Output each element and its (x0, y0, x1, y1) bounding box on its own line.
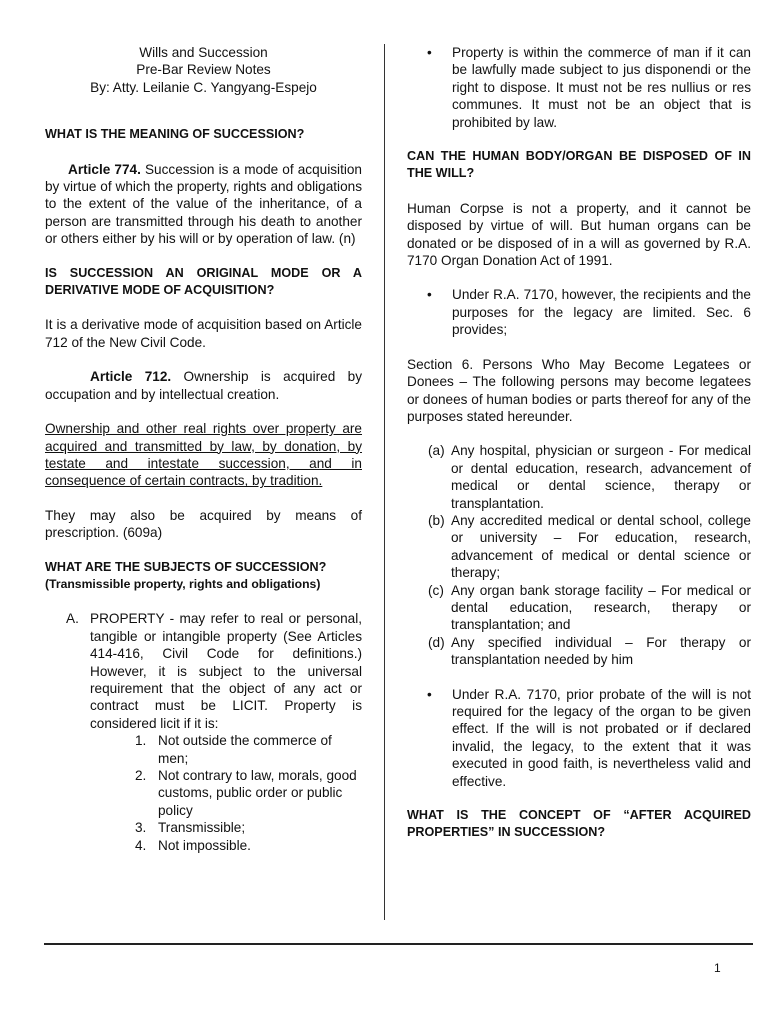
list-marker: 1. (135, 733, 147, 749)
list-item-text: Any hospital, physician or surgeon - For medical or dental education, research, advancement of medical or dental science, therapy or transplantation. (451, 443, 751, 511)
subjects-subheading: (Transmissible property, rights and obligations) (45, 576, 321, 591)
article-712-underlined-text: Ownership and other real rights over property are acquired and transmitted by law, by donation, by testate and intestate succession, and in consequence of certain contracts, by tradition. (45, 421, 362, 489)
property-text: PROPERTY - may refer to real or personal, tangible or intangible property (See Articles 414-416, Civil Code for definitions.) However, it is subject to the universal requirement that the object of any act or contract must be LICIT. Property is considered licit if it is: (90, 611, 362, 731)
prescription-paragraph: They may also be acquired by means of prescription. (609a) (45, 507, 362, 541)
list-item-text: Transmissible; (158, 820, 246, 836)
list-item-text: Not contrary to law, morals, good customs, public order or public policy (158, 768, 357, 818)
list-item-text: Any accredited medical or dental school, college or university – For education, research, advancement of medical or dental science or therapy; (451, 512, 751, 581)
list-item (407, 634, 751, 669)
list-marker: 4. (135, 837, 147, 853)
column-divider (384, 44, 385, 920)
bullet-commerce-of-man: • Property is within the commerce of man if it can be lawfully made subject to jus disponendi or the right to dispose. It must not be res nullius or res communes. It must not be an object that is prohibited by law. (407, 44, 751, 131)
article-712-text: Ownership is acquired by occupation and by intellectual creation. (45, 369, 362, 402)
derivative-mode-answer: It is a derivative mode of acquisition based on Article 712 of the New Civil Code. (45, 317, 362, 350)
heading-after-acquired-properties: WHAT IS THE CONCEPT OF “AFTER ACQUIRED PROPERTIES” IN SUCCESSION? (407, 808, 751, 840)
list-marker: (b) (428, 512, 445, 528)
list-item (45, 837, 362, 854)
list-item-property (45, 610, 362, 732)
bullet-ra-7170-limits: • Under R.A. 7170, however, the recipients and the purposes for the legacy are limited. Sec. 6 provides; (407, 286, 751, 338)
section-6-list (407, 442, 751, 668)
document-title: Wills and Succession (139, 45, 268, 60)
document-subtitle: Pre-Bar Review Notes (136, 62, 271, 78)
document-author: By: Atty. Leilanie C. Yangyang-Espejo (90, 79, 317, 95)
heading-subjects-of-succession: WHAT ARE THE SUBJECTS OF SUCCESSION? (45, 559, 327, 574)
heading-meaning-of-succession: WHAT IS THE MEANING OF SUCCESSION? (45, 127, 305, 142)
article-712-label: Article 712. (90, 369, 172, 385)
list-marker: 2. (135, 768, 147, 783)
human-corpse-paragraph: Human Corpse is not a property, and it cannot be disposed by virtue of will. But human organs can be donated or be disposed of in a will as governed by R.A. 7170 Organ Donation Act of 1991. (407, 200, 751, 269)
heading-original-or-derivative: IS SUCCESSION AN ORIGINAL MODE OR A DERIVATIVE MODE OF ACQUISITION? (45, 265, 362, 298)
bullet-prior-probate: • Under R.A. 7170, prior probate of the will is not required for the legacy of the organ to be given effect. If the will is not probated or if declared invalid, the legacy, to the extent that it was executed in good faith, is nevertheless valid and effective. (407, 686, 751, 790)
list-marker: (d) (428, 634, 445, 650)
list-marker: (c) (428, 582, 444, 598)
list-item-text: Any specified individual – For therapy or transplantation needed by him (451, 634, 751, 668)
list-item (407, 442, 751, 512)
licit-list (45, 732, 362, 854)
list-item (45, 732, 362, 767)
list-item (407, 582, 751, 634)
article-774-text: Succession is a mode of acquisition by virtue of which the property, rights and obligations to the extent of the value of the inheritance, of a person are transmitted through his death to another or others either by his will or by operation of law. (n) (45, 161, 362, 247)
list-item (407, 512, 751, 582)
list-marker: A. (66, 611, 79, 627)
article-774-paragraph (45, 161, 362, 248)
list-item-text: Not outside the commerce of men; (158, 733, 332, 766)
article-712-paragraph (45, 368, 362, 403)
list-item-text: Not impossible. (158, 837, 251, 853)
footer-rule (44, 943, 753, 945)
list-item-text: Any organ bank storage facility – For medical or dental education, research, therapy or transplantation; and (451, 582, 751, 633)
article-774-label: Article 774. (68, 161, 141, 177)
heading-human-body-organ: CAN THE HUMAN BODY/ORGAN BE DISPOSED OF IN THE WILL? (407, 149, 751, 181)
list-marker: 3. (135, 820, 147, 836)
list-item (45, 819, 362, 836)
section-6-paragraph: Section 6. Persons Who May Become Legatees or Donees – The following persons may become legatees or donees of human bodies or parts thereof for any of the purposes stated hereunder. (407, 356, 751, 424)
left-column (45, 44, 362, 854)
page-number: 1 (714, 961, 721, 975)
list-marker: (a) (428, 443, 445, 459)
list-item (45, 767, 362, 819)
right-column (407, 44, 751, 842)
